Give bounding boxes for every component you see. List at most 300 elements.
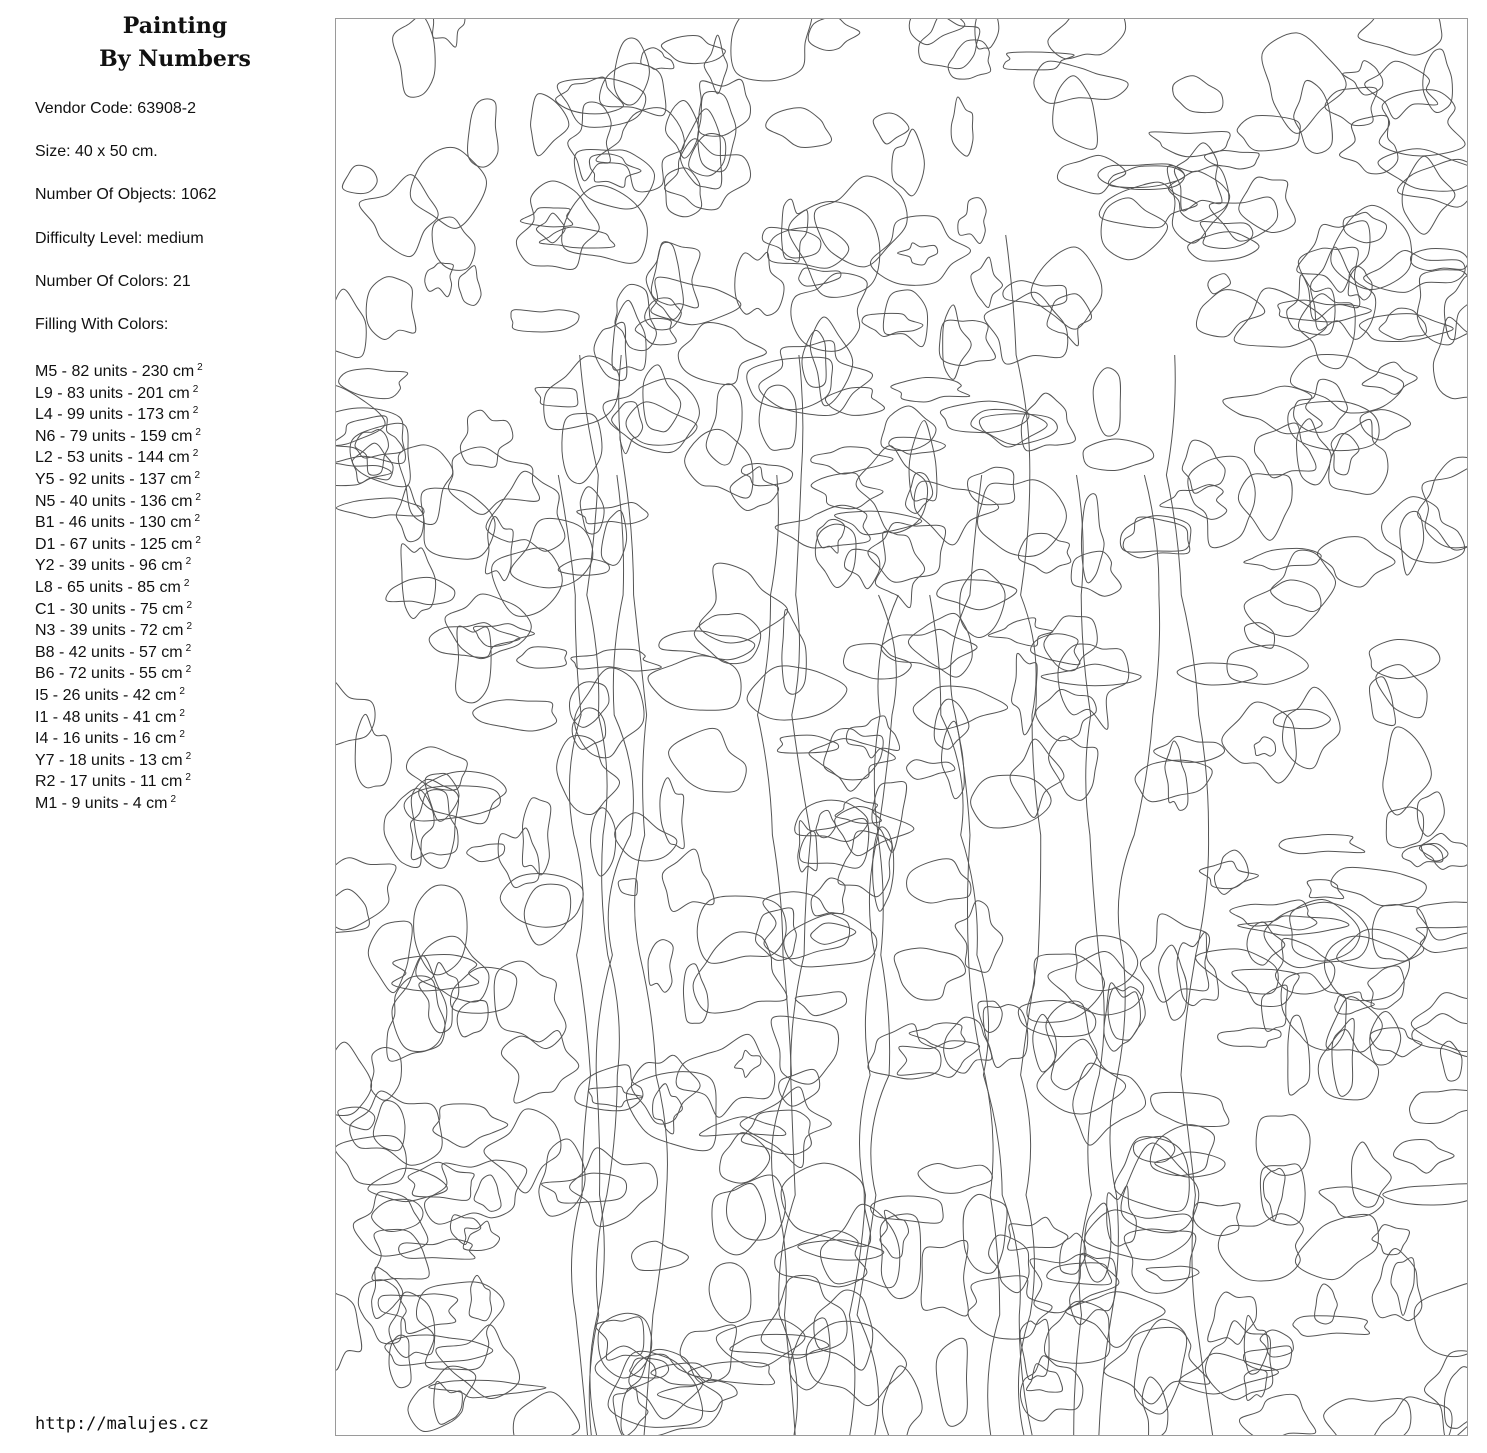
outline-region <box>811 473 883 509</box>
outline-region <box>759 385 796 450</box>
outline-region <box>378 1294 458 1334</box>
outline-region <box>580 487 604 534</box>
outline-region <box>1239 1394 1315 1435</box>
outline-region <box>1364 250 1466 292</box>
outline-region <box>1409 1090 1467 1124</box>
outline-region <box>651 242 700 308</box>
outline-region <box>517 647 567 668</box>
outline-region <box>1124 1229 1196 1293</box>
outline-region <box>558 559 609 576</box>
color-list-item <box>35 465 203 487</box>
outline-region <box>1049 736 1098 800</box>
outline-region <box>562 413 602 483</box>
vendor-code: Vendor Code: 63908-2 <box>35 100 197 117</box>
outline-region <box>1234 288 1327 347</box>
outline-region <box>1193 1202 1240 1235</box>
outline-region <box>562 186 648 264</box>
outline-region <box>1218 1028 1281 1047</box>
outline-region <box>511 310 579 332</box>
outline-region <box>372 1199 423 1231</box>
outline-region <box>643 365 681 432</box>
outline-region <box>1386 807 1423 848</box>
outline-region <box>536 213 565 243</box>
outline-region <box>720 1133 770 1184</box>
outline-region <box>660 778 684 849</box>
outline-region <box>1394 1139 1455 1173</box>
outline-region <box>336 889 369 933</box>
outline-region <box>389 1335 411 1388</box>
color-item-text: C1 - 30 units - 75 cm <box>35 600 184 618</box>
outline-region <box>1099 182 1197 228</box>
outline-region <box>693 932 787 1013</box>
superscript-mark: 2 <box>186 599 193 611</box>
outline-region <box>1417 902 1467 940</box>
outline-region <box>730 467 778 511</box>
superscript-mark: 2 <box>194 513 201 525</box>
outline-region <box>1223 386 1322 434</box>
outline-region <box>968 1276 1052 1339</box>
outline-region <box>450 967 516 1013</box>
outline-region <box>766 108 832 148</box>
outline-region <box>1402 844 1443 866</box>
outline-region <box>716 1319 805 1367</box>
color-item-text: M5 - 82 units - 230 cm <box>35 363 195 380</box>
outline-region <box>1294 80 1333 153</box>
outline-region <box>1297 221 1370 293</box>
outline-region <box>1288 1015 1310 1095</box>
outline-region <box>373 1100 405 1150</box>
outline-region <box>968 467 1015 504</box>
outline-region <box>485 516 513 580</box>
website-link[interactable]: http://malujes.cz <box>35 1414 209 1434</box>
outline-region <box>1410 248 1467 270</box>
stem-outline <box>857 595 896 1435</box>
outline-region <box>873 113 909 144</box>
outline-region <box>1311 247 1376 339</box>
outline-region <box>615 284 657 350</box>
outline-region <box>936 1338 967 1426</box>
outline-region <box>808 19 860 50</box>
outline-region <box>1154 736 1225 762</box>
outline-region <box>1177 932 1218 1005</box>
outline-region <box>735 1050 761 1077</box>
outline-region <box>919 19 980 69</box>
stem-outline <box>779 355 811 1435</box>
outline-region <box>336 1287 362 1370</box>
color-item-text: M1 - 9 units - 4 cm <box>35 794 168 812</box>
outline-region <box>862 313 923 336</box>
outline-region <box>698 79 750 136</box>
outline-region <box>908 613 972 677</box>
outline-region <box>648 656 741 710</box>
outline-region <box>1337 929 1424 968</box>
outline-region <box>501 1030 578 1103</box>
outline-region <box>1047 294 1092 346</box>
outline-region <box>699 1117 785 1136</box>
product-info <box>35 97 216 356</box>
superscript-mark: 2 <box>170 793 177 805</box>
outline-region <box>1368 966 1404 1009</box>
color-item-text: Y2 - 39 units - 96 cm <box>35 557 183 575</box>
outline-region <box>939 320 995 365</box>
outline-region <box>676 1034 775 1117</box>
outline-region <box>1362 362 1417 394</box>
outline-region <box>1114 1137 1189 1212</box>
outline-region <box>1331 867 1426 905</box>
outline-region <box>1036 689 1097 740</box>
outline-region <box>571 649 661 671</box>
outline-region <box>1237 115 1300 150</box>
color-list-item <box>35 422 203 444</box>
outline-region <box>626 1072 716 1151</box>
outline-region <box>408 1366 476 1431</box>
superscript-mark: 2 <box>195 491 201 503</box>
outline-region <box>1418 457 1467 550</box>
outline-region <box>1370 1028 1422 1057</box>
outline-region <box>336 289 366 357</box>
outline-region <box>432 217 475 270</box>
outline-region <box>386 577 455 604</box>
outline-region <box>795 992 846 1016</box>
outline-region <box>516 181 599 270</box>
stem-outline <box>558 475 590 1435</box>
outline-region <box>385 1335 493 1365</box>
outline-region <box>1254 737 1275 756</box>
outline-region <box>1279 835 1365 854</box>
outline-region <box>531 94 569 156</box>
outline-region <box>889 437 946 454</box>
superscript-mark: 2 <box>194 469 201 481</box>
color-list <box>35 357 203 810</box>
color-item-text: D1 - 67 units - 125 cm <box>35 535 193 553</box>
color-item-text: L2 - 53 units - 144 cm <box>35 449 190 467</box>
outline-region <box>1083 439 1154 471</box>
color-item-text: I4 - 16 units - 16 cm <box>35 730 177 748</box>
outline-region <box>1053 76 1098 150</box>
outline-region <box>856 446 927 533</box>
outline-region <box>942 721 965 798</box>
stem-outline <box>580 355 620 1435</box>
outline-region <box>366 277 416 340</box>
color-item-text: L8 - 65 units - 85 cm <box>35 578 181 596</box>
color-list-item <box>35 638 203 660</box>
outline-region <box>457 1000 488 1037</box>
outline-region <box>1365 61 1438 119</box>
title-line-2: By Numbers <box>99 46 251 72</box>
outline-region <box>336 679 375 751</box>
outline-region <box>336 858 396 930</box>
color-item-text: Y7 - 18 units - 13 cm <box>35 751 183 769</box>
outline-region <box>384 789 434 868</box>
filling-heading: Filling With Colors: <box>35 315 169 333</box>
outline-region <box>918 1164 992 1194</box>
outline-region <box>1085 1210 1193 1260</box>
superscript-mark: 2 <box>192 405 199 417</box>
sidebar <box>0 0 330 1453</box>
outline-region <box>556 77 624 114</box>
color-list-item <box>35 400 203 422</box>
outline-region <box>1174 143 1222 211</box>
outline-region <box>653 1084 683 1134</box>
outline-region <box>1033 1014 1057 1072</box>
outline-region <box>1218 1214 1303 1281</box>
outline-region <box>1244 1369 1267 1400</box>
outline-region <box>1317 537 1395 587</box>
outline-region <box>1058 644 1129 729</box>
outline-region <box>1315 1284 1338 1324</box>
outline-region <box>1188 232 1259 261</box>
outline-region <box>921 1240 968 1316</box>
outline-region <box>339 369 408 399</box>
outline-region <box>641 48 674 70</box>
outline-region <box>614 38 649 105</box>
outline-region <box>434 1381 463 1424</box>
outline-region <box>1048 952 1144 1015</box>
outline-region <box>492 548 563 616</box>
outline-region <box>1331 434 1359 475</box>
outline-region <box>1419 833 1467 869</box>
stem-outline <box>930 595 1032 1435</box>
outline-region <box>1188 456 1255 547</box>
outline-region <box>875 531 924 607</box>
outline-region <box>958 198 986 244</box>
outline-region <box>615 813 677 861</box>
outline-region <box>1149 131 1230 156</box>
outline-region <box>868 1024 941 1079</box>
objects-count: Number Of Objects: 1062 <box>35 186 217 204</box>
outline-region <box>1205 1321 1272 1400</box>
color-item-text: N5 - 40 units - 136 cm <box>35 492 193 510</box>
outline-region <box>535 387 578 407</box>
outline-region <box>871 1196 944 1223</box>
outline-region <box>1295 1214 1378 1279</box>
outline-region <box>870 216 970 286</box>
outline-region <box>1369 677 1395 726</box>
outline-region <box>1238 474 1292 541</box>
outline-region <box>762 227 821 258</box>
outline-region <box>789 202 880 298</box>
outline-region <box>448 447 539 514</box>
outline-region <box>416 1282 504 1370</box>
outline-region <box>1104 983 1141 1051</box>
color-list-item <box>35 681 203 703</box>
outline-region <box>1232 969 1299 1006</box>
outline-region <box>1260 1330 1293 1357</box>
outline-region <box>1073 1063 1146 1145</box>
outline-region <box>1261 985 1287 1031</box>
outline-region <box>845 549 880 589</box>
color-item-text: R2 - 17 units - 11 cm <box>35 773 183 791</box>
outline-region <box>544 356 620 430</box>
outline-region <box>1142 1377 1168 1435</box>
outline-region <box>463 1221 499 1250</box>
color-list-item <box>35 767 203 789</box>
outline-region <box>429 623 520 658</box>
outline-region <box>1307 880 1344 899</box>
outline-region <box>944 1017 992 1073</box>
outline-region <box>419 771 507 824</box>
outline-region <box>393 19 436 97</box>
color-list-item <box>35 724 203 746</box>
outline-region <box>1244 580 1321 636</box>
outline-region <box>1290 355 1403 413</box>
color-list-item <box>35 746 203 768</box>
outline-region <box>1121 1143 1199 1233</box>
outline-region <box>1104 1327 1210 1404</box>
color-list-item <box>35 551 203 573</box>
outline-region <box>510 518 592 587</box>
outline-region <box>909 421 937 501</box>
outline-region <box>1371 1397 1452 1435</box>
outline-region <box>730 1334 829 1358</box>
outline-region <box>948 40 991 79</box>
color-item-text: B1 - 46 units - 130 cm <box>35 514 192 532</box>
outline-region <box>1398 159 1467 207</box>
outline-region <box>1108 987 1145 1040</box>
outline-region <box>474 1175 501 1211</box>
outline-region <box>1222 702 1297 783</box>
superscript-mark: 2 <box>179 729 185 741</box>
color-list-item <box>35 530 203 552</box>
color-list-item <box>35 443 203 465</box>
outline-region <box>1331 205 1412 289</box>
superscript-mark: 2 <box>183 577 190 589</box>
color-list-item <box>35 616 203 638</box>
outline-region <box>1263 1168 1285 1220</box>
outline-region <box>1075 936 1137 991</box>
color-item-text: N6 - 79 units - 159 cm <box>35 427 193 445</box>
outline-region <box>398 445 453 525</box>
superscript-mark: 2 <box>179 685 185 697</box>
stem-outline <box>950 475 999 1435</box>
outline-region <box>392 956 447 1052</box>
outline-region <box>588 1086 642 1107</box>
color-item-text: I1 - 48 units - 41 cm <box>35 708 177 726</box>
outline-region <box>1324 1399 1411 1435</box>
outline-region <box>539 227 614 248</box>
outline-region <box>513 1392 579 1435</box>
outline-region <box>1150 1125 1214 1176</box>
outline-region <box>979 414 1057 445</box>
outline-region <box>425 1160 527 1224</box>
outline-region <box>389 1292 435 1358</box>
outline-region <box>1360 410 1410 440</box>
outline-region <box>892 129 925 196</box>
outline-region <box>1177 663 1257 685</box>
colors-count: Number Of Colors: 21 <box>35 272 191 290</box>
outline-region <box>1335 992 1375 1014</box>
outline-region <box>596 108 684 192</box>
outline-region <box>678 322 766 384</box>
outline-region <box>891 377 970 402</box>
outline-region <box>802 330 826 387</box>
outline-region <box>683 964 708 1024</box>
outline-region <box>1293 1316 1370 1337</box>
color-list-item <box>35 789 203 811</box>
outline-region <box>494 961 566 1048</box>
outline-region <box>387 976 445 1061</box>
outline-region <box>522 798 551 875</box>
outline-region <box>1200 221 1253 248</box>
color-list-item <box>35 703 203 725</box>
superscript-mark: 2 <box>197 362 203 373</box>
outline-region <box>1196 290 1264 337</box>
outline-region <box>909 19 965 45</box>
superscript-mark: 2 <box>185 556 192 568</box>
superscript-mark: 2 <box>185 772 191 784</box>
outline-region <box>414 885 468 975</box>
outline-region <box>456 626 492 703</box>
outline-region <box>336 385 385 446</box>
outline-region <box>1376 665 1427 718</box>
superscript-mark: 2 <box>185 750 192 762</box>
outline-region <box>432 19 465 47</box>
outline-region <box>784 913 877 967</box>
outline-region <box>880 1214 920 1299</box>
outline-region <box>1391 1258 1414 1316</box>
outline-region <box>336 1042 372 1115</box>
outline-region <box>798 1240 884 1260</box>
outline-region <box>1140 914 1209 1002</box>
outline-region <box>469 1275 491 1320</box>
outline-region <box>740 1087 831 1168</box>
superscript-mark: 2 <box>179 707 185 719</box>
outline-region <box>1135 760 1212 802</box>
stem-outline <box>619 355 668 1435</box>
outline-region <box>1179 1353 1278 1394</box>
outline-region <box>1358 19 1442 55</box>
outline-region <box>815 524 856 587</box>
outline-region <box>1012 653 1038 734</box>
outline-region <box>771 1016 838 1084</box>
color-item-text: L4 - 99 units - 173 cm <box>35 406 190 424</box>
outline-region <box>353 1192 428 1256</box>
outline-region <box>342 165 377 193</box>
outline-region <box>1369 639 1440 678</box>
outline-region <box>706 384 742 465</box>
color-list-item <box>35 595 203 617</box>
outline-region <box>811 447 893 474</box>
outline-region <box>1026 1364 1062 1393</box>
superscript-mark: 2 <box>192 383 199 395</box>
outline-region <box>799 268 841 286</box>
title-line-1: Painting <box>122 13 228 39</box>
outline-region <box>1271 550 1336 611</box>
stem-outline <box>849 595 898 1435</box>
outline-region <box>984 292 1067 364</box>
outline-region <box>665 139 751 210</box>
outline-region <box>907 859 971 903</box>
stem-outline <box>1099 475 1160 1435</box>
outline-region <box>589 154 641 187</box>
outline-region <box>835 511 922 535</box>
outline-region <box>814 176 907 267</box>
outline-region <box>1414 1282 1467 1357</box>
outline-region <box>712 1183 766 1254</box>
outline-region <box>907 760 955 780</box>
outline-region <box>595 1346 656 1389</box>
outline-region <box>761 1275 847 1355</box>
color-list-item <box>35 573 203 595</box>
outline-region <box>1146 1266 1199 1281</box>
superscript-mark: 2 <box>185 642 192 654</box>
outline-region <box>406 747 467 790</box>
outline-region <box>425 263 454 297</box>
outline-region <box>897 243 937 265</box>
outline-region <box>1383 727 1432 815</box>
superscript-mark: 2 <box>195 426 201 438</box>
outline-region <box>1093 368 1120 436</box>
